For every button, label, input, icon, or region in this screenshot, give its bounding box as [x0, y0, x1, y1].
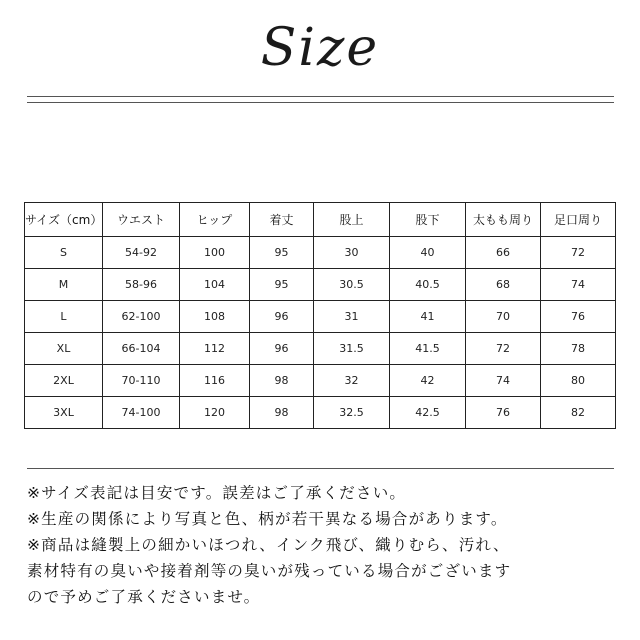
table-cell: 32 [314, 365, 390, 397]
table-cell: 76 [466, 397, 541, 429]
page-title: Size [260, 18, 380, 78]
table-cell: 96 [250, 301, 314, 333]
table-cell: 30.5 [314, 269, 390, 301]
table-cell: S [25, 237, 103, 269]
table-cell: 80 [541, 365, 616, 397]
table-cell: 96 [250, 333, 314, 365]
table-cell: 108 [180, 301, 250, 333]
table-cell: 104 [180, 269, 250, 301]
header-hem: 足口周り [541, 203, 616, 237]
table-cell: 2XL [25, 365, 103, 397]
table-cell: 95 [250, 269, 314, 301]
table-cell: 98 [250, 365, 314, 397]
table-cell: 58-96 [103, 269, 180, 301]
table-cell: 30 [314, 237, 390, 269]
table-header-row [25, 203, 616, 237]
table-row [25, 333, 616, 365]
table-cell: 3XL [25, 397, 103, 429]
table-cell: 68 [466, 269, 541, 301]
table-cell: XL [25, 333, 103, 365]
table-cell: 78 [541, 333, 616, 365]
table-cell: 40 [390, 237, 466, 269]
header-thigh: 太もも周り [466, 203, 541, 237]
note-line: ※サイズ表記は目安です。誤差はご了承ください。 [27, 484, 407, 502]
table-cell: 74 [541, 269, 616, 301]
table-cell: 95 [250, 237, 314, 269]
table-cell: 82 [541, 397, 616, 429]
table-cell: 54-92 [103, 237, 180, 269]
table-cell: 98 [250, 397, 314, 429]
table-cell: 42.5 [390, 397, 466, 429]
table-cell: 74 [466, 365, 541, 397]
notes-block [27, 480, 617, 610]
size-table [24, 202, 616, 429]
table-cell: 120 [180, 397, 250, 429]
table-cell: 72 [541, 237, 616, 269]
table-row [25, 301, 616, 333]
header-size: サイズ（cm） [25, 203, 103, 237]
table-cell: 31 [314, 301, 390, 333]
table-cell: 112 [180, 333, 250, 365]
table-cell: 100 [180, 237, 250, 269]
table-cell: 76 [541, 301, 616, 333]
header-rise: 股上 [314, 203, 390, 237]
notes-divider [27, 468, 614, 469]
header-waist: ウエスト [103, 203, 180, 237]
table-cell: 62-100 [103, 301, 180, 333]
header-length: 着丈 [250, 203, 314, 237]
title-divider-top [27, 96, 614, 97]
table-row [25, 365, 616, 397]
title-divider-bottom [27, 102, 614, 103]
header-hip: ヒップ [180, 203, 250, 237]
table-cell: 70 [466, 301, 541, 333]
table-cell: 70-110 [103, 365, 180, 397]
table-cell: 66-104 [103, 333, 180, 365]
note-line: ので予めご了承くださいませ。 [27, 588, 261, 606]
table-row [25, 397, 616, 429]
note-line: 素材特有の臭いや接着剤等の臭いが残っている場合がございます [27, 562, 512, 580]
table-row [25, 237, 616, 269]
table-cell: 40.5 [390, 269, 466, 301]
table-cell: 72 [466, 333, 541, 365]
table-cell: L [25, 301, 103, 333]
note-line: ※商品は縫製上の細かいほつれ、インク飛び、織りむら、汚れ、 [27, 536, 510, 554]
table-cell: 116 [180, 365, 250, 397]
table-cell: 32.5 [314, 397, 390, 429]
table-cell: 74-100 [103, 397, 180, 429]
table-cell: 31.5 [314, 333, 390, 365]
table-cell: 42 [390, 365, 466, 397]
table-row [25, 269, 616, 301]
table-cell: M [25, 269, 103, 301]
table-cell: 41.5 [390, 333, 466, 365]
table-cell: 41 [390, 301, 466, 333]
table-cell: 66 [466, 237, 541, 269]
note-line: ※生産の関係により写真と色、柄が若干異なる場合があります。 [27, 510, 508, 528]
header-inseam: 股下 [390, 203, 466, 237]
